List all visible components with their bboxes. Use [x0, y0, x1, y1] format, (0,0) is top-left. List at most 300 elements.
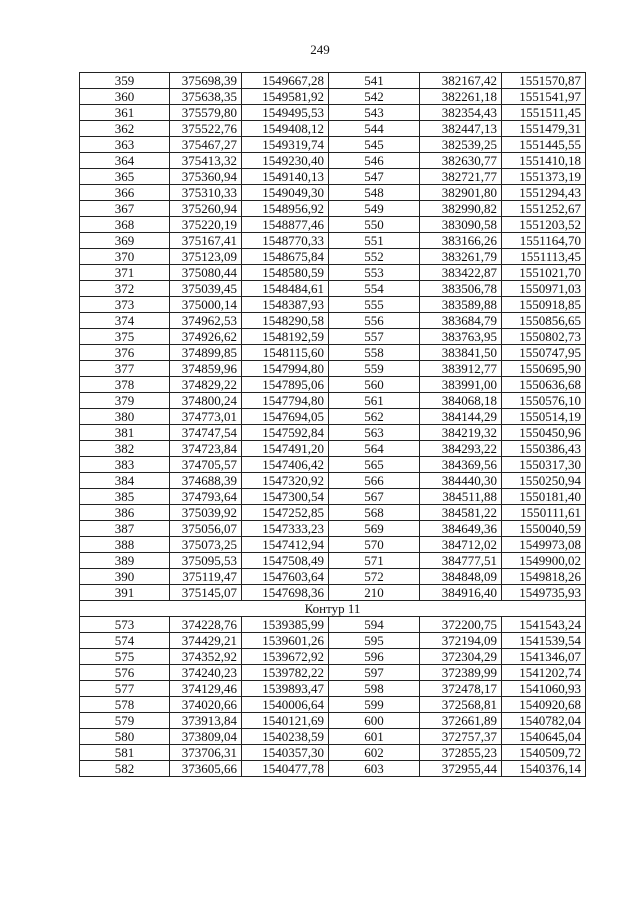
table-cell: 383589,88: [420, 297, 502, 313]
table-cell: 382167,42: [420, 73, 502, 89]
table-cell: 382630,77: [420, 153, 502, 169]
table-cell: 598: [329, 681, 420, 697]
section-header-group: [80, 601, 586, 617]
table-cell: 1547406,42: [242, 457, 329, 473]
table-cell: 361: [80, 105, 170, 121]
table-cell: 1547794,80: [242, 393, 329, 409]
table-cell: 374688,39: [170, 473, 242, 489]
table-cell: 382447,13: [420, 121, 502, 137]
table-cell: 374352,92: [170, 649, 242, 665]
table-cell: 374899,85: [170, 345, 242, 361]
table-cell: 374240,23: [170, 665, 242, 681]
table-cell: 373: [80, 297, 170, 313]
table-cell: 1550802,73: [502, 329, 586, 345]
table-cell: 375039,45: [170, 281, 242, 297]
table-cell: 597: [329, 665, 420, 681]
table-cell: 1551541,97: [502, 89, 586, 105]
table-cell: 375522,76: [170, 121, 242, 137]
table-cell: 384369,56: [420, 457, 502, 473]
table-cell: 1551113,45: [502, 249, 586, 265]
table-cell: 573: [80, 617, 170, 633]
table-cell: 374800,24: [170, 393, 242, 409]
table-row: [80, 89, 586, 105]
table-cell: 372: [80, 281, 170, 297]
table-cell: 383: [80, 457, 170, 473]
table-cell: 574: [80, 633, 170, 649]
table-cell: 375467,27: [170, 137, 242, 153]
table-cell: 386: [80, 505, 170, 521]
table-cell: 382: [80, 441, 170, 457]
table-cell: 384916,40: [420, 585, 502, 601]
table-cell: 1548290,58: [242, 313, 329, 329]
table-cell: 359: [80, 73, 170, 89]
table-cell: 372304,29: [420, 649, 502, 665]
table-cell: 375260,94: [170, 201, 242, 217]
table-cell: 1551294,43: [502, 185, 586, 201]
table-cell: 1547491,20: [242, 441, 329, 457]
table-cell: 1539672,92: [242, 649, 329, 665]
table-cell: 552: [329, 249, 420, 265]
table-row: [80, 377, 586, 393]
table-cell: 548: [329, 185, 420, 201]
coordinates-table-body-top: [80, 73, 586, 601]
table-cell: 1550514,19: [502, 409, 586, 425]
table-cell: 364: [80, 153, 170, 169]
table-cell: 1548877,46: [242, 217, 329, 233]
table-cell: 1541060,93: [502, 681, 586, 697]
table-cell: 374962,53: [170, 313, 242, 329]
table-row: [80, 665, 586, 681]
table-cell: 1540357,30: [242, 745, 329, 761]
table-cell: 543: [329, 105, 420, 121]
table-cell: 542: [329, 89, 420, 105]
table-cell: 1550971,03: [502, 281, 586, 297]
table-row: [80, 217, 586, 233]
table-cell: 381: [80, 425, 170, 441]
table-cell: 379: [80, 393, 170, 409]
table-cell: 1547252,85: [242, 505, 329, 521]
table-cell: 1547698,36: [242, 585, 329, 601]
table-cell: 376: [80, 345, 170, 361]
table-row: [80, 265, 586, 281]
table-cell: 1540477,78: [242, 761, 329, 777]
table-cell: 375095,53: [170, 553, 242, 569]
table-cell: 371: [80, 265, 170, 281]
table-cell: 1547412,94: [242, 537, 329, 553]
table-row: [80, 185, 586, 201]
table-cell: 1540509,72: [502, 745, 586, 761]
table-cell: 603: [329, 761, 420, 777]
table-cell: 383422,87: [420, 265, 502, 281]
table-cell: 572: [329, 569, 420, 585]
table-cell: 1549667,28: [242, 73, 329, 89]
table-cell: 375698,39: [170, 73, 242, 89]
table-cell: 555: [329, 297, 420, 313]
table-row: [80, 329, 586, 345]
coordinates-table-body-bottom: [80, 617, 586, 777]
table-cell: 383090,58: [420, 217, 502, 233]
table-cell: 368: [80, 217, 170, 233]
table-row: [80, 361, 586, 377]
table-cell: 541: [329, 73, 420, 89]
table-cell: 581: [80, 745, 170, 761]
table-cell: 383506,78: [420, 281, 502, 297]
table-cell: 384: [80, 473, 170, 489]
table-row: [80, 281, 586, 297]
table-cell: 384712,02: [420, 537, 502, 553]
table-cell: 375080,44: [170, 265, 242, 281]
table-cell: 1540006,64: [242, 697, 329, 713]
table-cell: 599: [329, 697, 420, 713]
table-row: [80, 393, 586, 409]
table-row: [80, 345, 586, 361]
table-row: [80, 649, 586, 665]
table-cell: 1540645,04: [502, 729, 586, 745]
table-cell: 391: [80, 585, 170, 601]
table-row: [80, 441, 586, 457]
table-cell: 549: [329, 201, 420, 217]
table-cell: 382990,82: [420, 201, 502, 217]
table-cell: 1547333,23: [242, 521, 329, 537]
table-cell: 389: [80, 553, 170, 569]
table-row: [80, 457, 586, 473]
table-cell: 380: [80, 409, 170, 425]
table-cell: 559: [329, 361, 420, 377]
table-cell: 1547994,80: [242, 361, 329, 377]
table-cell: 383684,79: [420, 313, 502, 329]
table-row: [80, 697, 586, 713]
table-cell: 568: [329, 505, 420, 521]
table-row: [80, 585, 586, 601]
table-cell: 375220,19: [170, 217, 242, 233]
table-cell: 1539385,99: [242, 617, 329, 633]
table-cell: 374773,01: [170, 409, 242, 425]
table-cell: 565: [329, 457, 420, 473]
table-cell: 372855,23: [420, 745, 502, 761]
table-cell: 383261,79: [420, 249, 502, 265]
table-cell: 382354,43: [420, 105, 502, 121]
table-cell: 1551479,31: [502, 121, 586, 137]
table-cell: 1548580,59: [242, 265, 329, 281]
table-cell: 362: [80, 121, 170, 137]
table-cell: 595: [329, 633, 420, 649]
table-row: [80, 761, 586, 777]
table-cell: 375145,07: [170, 585, 242, 601]
table-cell: 1549495,53: [242, 105, 329, 121]
table-cell: 564: [329, 441, 420, 457]
table-cell: 387: [80, 521, 170, 537]
table-cell: 544: [329, 121, 420, 137]
table-cell: 1541346,07: [502, 649, 586, 665]
table-cell: 1548956,92: [242, 201, 329, 217]
table-cell: 383991,00: [420, 377, 502, 393]
table-cell: 1549049,30: [242, 185, 329, 201]
table-cell: 375123,09: [170, 249, 242, 265]
table-cell: 382261,18: [420, 89, 502, 105]
table-cell: 545: [329, 137, 420, 153]
table-cell: 384219,32: [420, 425, 502, 441]
table-row: [80, 681, 586, 697]
table-row: [80, 633, 586, 649]
table-cell: 372194,09: [420, 633, 502, 649]
table-cell: 384581,22: [420, 505, 502, 521]
table-cell: 365: [80, 169, 170, 185]
table-cell: 384848,09: [420, 569, 502, 585]
table-cell: 1547508,49: [242, 553, 329, 569]
table-row: [80, 537, 586, 553]
table-cell: 1550918,85: [502, 297, 586, 313]
table-cell: 594: [329, 617, 420, 633]
table-cell: 554: [329, 281, 420, 297]
coordinates-table: [79, 72, 586, 777]
table-row: [80, 105, 586, 121]
table-cell: 1551511,45: [502, 105, 586, 121]
table-cell: 1548484,61: [242, 281, 329, 297]
table-cell: 1539601,26: [242, 633, 329, 649]
table-cell: 384068,18: [420, 393, 502, 409]
table-cell: 374: [80, 313, 170, 329]
table-cell: 384649,36: [420, 521, 502, 537]
table-cell: 600: [329, 713, 420, 729]
table-cell: 366: [80, 185, 170, 201]
table-cell: 1541202,74: [502, 665, 586, 681]
table-row: [80, 569, 586, 585]
table-cell: 374228,76: [170, 617, 242, 633]
table-cell: 1550695,90: [502, 361, 586, 377]
table-cell: 1548115,60: [242, 345, 329, 361]
table-cell: 1551164,70: [502, 233, 586, 249]
table-cell: 576: [80, 665, 170, 681]
table-cell: 384144,29: [420, 409, 502, 425]
table-cell: 1550111,61: [502, 505, 586, 521]
table-cell: 367: [80, 201, 170, 217]
table-cell: 1540376,14: [502, 761, 586, 777]
table-cell: 372661,89: [420, 713, 502, 729]
table-cell: 1551021,70: [502, 265, 586, 281]
table-cell: 1550747,95: [502, 345, 586, 361]
table-cell: 384777,51: [420, 553, 502, 569]
table-cell: 375167,41: [170, 233, 242, 249]
table-cell: 210: [329, 585, 420, 601]
table-cell: 1549230,40: [242, 153, 329, 169]
table-cell: 374705,57: [170, 457, 242, 473]
table-cell: 382539,25: [420, 137, 502, 153]
table-cell: 1549581,92: [242, 89, 329, 105]
table-cell: 1541543,24: [502, 617, 586, 633]
table-cell: 1549408,12: [242, 121, 329, 137]
table-cell: 1549818,26: [502, 569, 586, 585]
table-row: [80, 489, 586, 505]
table-cell: 578: [80, 697, 170, 713]
table-row: [80, 617, 586, 633]
table-cell: 377: [80, 361, 170, 377]
table-cell: 383166,26: [420, 233, 502, 249]
table-cell: 571: [329, 553, 420, 569]
table-cell: 582: [80, 761, 170, 777]
table-row: [80, 121, 586, 137]
table-cell: 1550450,96: [502, 425, 586, 441]
table-cell: 382901,80: [420, 185, 502, 201]
table-cell: 375360,94: [170, 169, 242, 185]
table-cell: 558: [329, 345, 420, 361]
table-cell: 551: [329, 233, 420, 249]
table-cell: 1550576,10: [502, 393, 586, 409]
table-cell: 1540782,04: [502, 713, 586, 729]
table-cell: 550: [329, 217, 420, 233]
table-cell: 375310,33: [170, 185, 242, 201]
table-cell: 383912,77: [420, 361, 502, 377]
table-cell: 375056,07: [170, 521, 242, 537]
table-cell: 557: [329, 329, 420, 345]
table-cell: 1550181,40: [502, 489, 586, 505]
table-cell: 601: [329, 729, 420, 745]
table-row: [80, 745, 586, 761]
table-cell: 369: [80, 233, 170, 249]
table-cell: 1547603,64: [242, 569, 329, 585]
table-cell: 384511,88: [420, 489, 502, 505]
section-label: Контур 11: [80, 601, 586, 617]
table-cell: 382721,77: [420, 169, 502, 185]
table-cell: 1540238,59: [242, 729, 329, 745]
table-row: [80, 473, 586, 489]
table-cell: 383841,50: [420, 345, 502, 361]
table-row: [80, 233, 586, 249]
table-cell: 1550317,30: [502, 457, 586, 473]
table-cell: 374859,96: [170, 361, 242, 377]
table-cell: 1551373,19: [502, 169, 586, 185]
table-cell: 374723,84: [170, 441, 242, 457]
table-cell: 372568,81: [420, 697, 502, 713]
table-cell: 374747,54: [170, 425, 242, 441]
table-cell: 1539893,47: [242, 681, 329, 697]
table-cell: 372389,99: [420, 665, 502, 681]
table-row: [80, 409, 586, 425]
table-cell: 374829,22: [170, 377, 242, 393]
table-cell: 375: [80, 329, 170, 345]
table-cell: 1548387,93: [242, 297, 329, 313]
table-cell: 602: [329, 745, 420, 761]
table-cell: 546: [329, 153, 420, 169]
table-cell: 547: [329, 169, 420, 185]
table-cell: 567: [329, 489, 420, 505]
table-cell: 561: [329, 393, 420, 409]
table-cell: 1550386,43: [502, 441, 586, 457]
table-cell: 1547895,06: [242, 377, 329, 393]
table-cell: 1540121,69: [242, 713, 329, 729]
table-cell: 580: [80, 729, 170, 745]
table-cell: 1550636,68: [502, 377, 586, 393]
table-cell: 384293,22: [420, 441, 502, 457]
table-cell: 579: [80, 713, 170, 729]
table-cell: 556: [329, 313, 420, 329]
table-cell: 374793,64: [170, 489, 242, 505]
table-cell: 390: [80, 569, 170, 585]
table-cell: 375073,25: [170, 537, 242, 553]
table-cell: 1547320,92: [242, 473, 329, 489]
table-row: [80, 249, 586, 265]
table-cell: 1540920,68: [502, 697, 586, 713]
table-row: [80, 73, 586, 89]
table-cell: 1550856,65: [502, 313, 586, 329]
table-cell: 1541539,54: [502, 633, 586, 649]
table-cell: 372478,17: [420, 681, 502, 697]
table-cell: 569: [329, 521, 420, 537]
table-cell: 374429,21: [170, 633, 242, 649]
table-cell: 1549735,93: [502, 585, 586, 601]
table-row: [80, 505, 586, 521]
table-cell: 363: [80, 137, 170, 153]
table-cell: 360: [80, 89, 170, 105]
table-cell: 374926,62: [170, 329, 242, 345]
table-cell: 372757,37: [420, 729, 502, 745]
table-cell: 373809,04: [170, 729, 242, 745]
table-cell: 596: [329, 649, 420, 665]
table-cell: 374020,66: [170, 697, 242, 713]
table-cell: 372200,75: [420, 617, 502, 633]
table-cell: 566: [329, 473, 420, 489]
table-cell: 562: [329, 409, 420, 425]
table-cell: 1551252,67: [502, 201, 586, 217]
table-cell: 1551445,55: [502, 137, 586, 153]
table-cell: 375638,35: [170, 89, 242, 105]
table-row: [80, 137, 586, 153]
table-cell: 1547694,05: [242, 409, 329, 425]
table-row: [80, 169, 586, 185]
table-cell: 373605,66: [170, 761, 242, 777]
table-cell: 1550040,59: [502, 521, 586, 537]
table-cell: 375579,80: [170, 105, 242, 121]
table-row: [80, 713, 586, 729]
table-cell: 1539782,22: [242, 665, 329, 681]
table-cell: 575: [80, 649, 170, 665]
table-cell: 1549973,08: [502, 537, 586, 553]
table-row: [80, 313, 586, 329]
table-cell: 1550250,94: [502, 473, 586, 489]
table-cell: 1549900,02: [502, 553, 586, 569]
table-row: [80, 153, 586, 169]
table-cell: 375039,92: [170, 505, 242, 521]
table-cell: 1551570,87: [502, 73, 586, 89]
table-cell: 553: [329, 265, 420, 281]
table-cell: 1548192,59: [242, 329, 329, 345]
table-cell: 1547300,54: [242, 489, 329, 505]
table-cell: 375119,47: [170, 569, 242, 585]
table-cell: 1547592,84: [242, 425, 329, 441]
table-row: [80, 521, 586, 537]
table-row: [80, 729, 586, 745]
table-row: [80, 553, 586, 569]
table-cell: 378: [80, 377, 170, 393]
table-cell: 374129,46: [170, 681, 242, 697]
page-number: 249: [310, 42, 330, 57]
table-cell: 373913,84: [170, 713, 242, 729]
table-cell: 1548770,33: [242, 233, 329, 249]
table-cell: 1551410,18: [502, 153, 586, 169]
table-cell: 372955,44: [420, 761, 502, 777]
table-cell: 1551203,52: [502, 217, 586, 233]
table-cell: 375000,14: [170, 297, 242, 313]
table-cell: 563: [329, 425, 420, 441]
table-cell: 1548675,84: [242, 249, 329, 265]
table-row: [80, 201, 586, 217]
section-header-row: [80, 601, 586, 617]
table-cell: 384440,30: [420, 473, 502, 489]
table-cell: 373706,31: [170, 745, 242, 761]
table-cell: 375413,32: [170, 153, 242, 169]
table-cell: 385: [80, 489, 170, 505]
table-cell: 388: [80, 537, 170, 553]
table-row: [80, 297, 586, 313]
